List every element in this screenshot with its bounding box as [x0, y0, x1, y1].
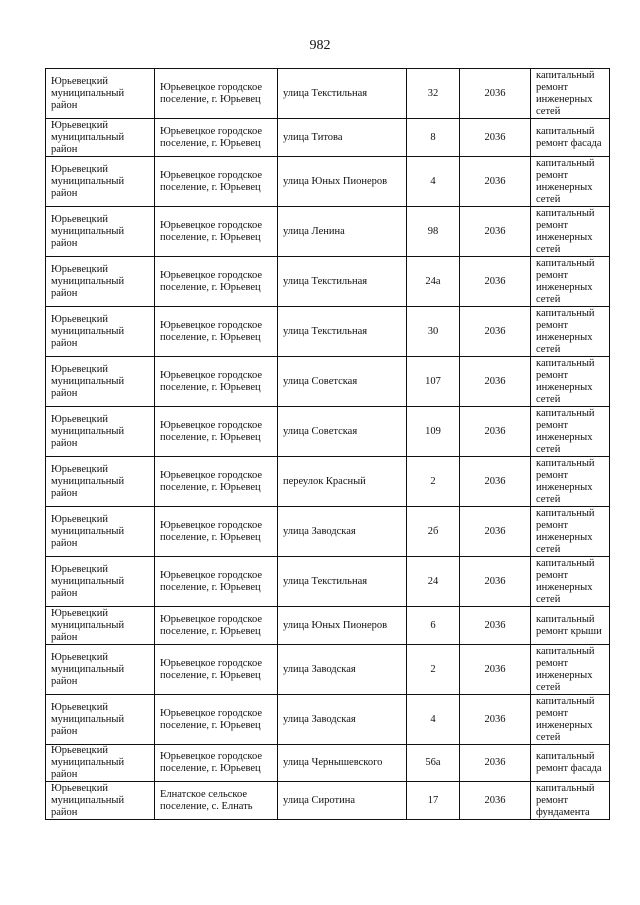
table-row	[46, 207, 610, 257]
table-row	[46, 69, 610, 119]
house-number-cell: 98	[407, 207, 460, 257]
table-row	[46, 695, 610, 745]
work-type-cell: капитальный ремонт инженерных сетей	[531, 507, 610, 557]
work-type-cell: капитальный ремонт инженерных сетей	[531, 645, 610, 695]
street-cell: улица Советская	[278, 357, 407, 407]
work-type-cell: капитальный ремонт фасада	[531, 119, 610, 157]
year-cell: 2036	[460, 407, 531, 457]
street-cell: улица Чернышевского	[278, 745, 407, 782]
street-cell: переулок Красный	[278, 457, 407, 507]
table-row	[46, 645, 610, 695]
year-cell: 2036	[460, 119, 531, 157]
settlement-cell: Юрьевецкое городское поселение, г. Юрьевец	[155, 695, 278, 745]
table-row	[46, 782, 610, 820]
year-cell: 2036	[460, 507, 531, 557]
settlement-cell: Юрьевецкое городское поселение, г. Юрьевец	[155, 207, 278, 257]
house-number-cell: 4	[407, 157, 460, 207]
work-type-cell: капитальный ремонт инженерных сетей	[531, 157, 610, 207]
settlement-cell: Юрьевецкое городское поселение, г. Юрьевец	[155, 745, 278, 782]
house-number-cell: 2	[407, 457, 460, 507]
table-row	[46, 457, 610, 507]
work-type-cell: капитальный ремонт инженерных сетей	[531, 695, 610, 745]
house-number-cell: 32	[407, 69, 460, 119]
settlement-cell: Юрьевецкое городское поселение, г. Юрьевец	[155, 407, 278, 457]
year-cell: 2036	[460, 257, 531, 307]
street-cell: улица Заводская	[278, 695, 407, 745]
year-cell: 2036	[460, 607, 531, 645]
work-type-cell: капитальный ремонт инженерных сетей	[531, 357, 610, 407]
settlement-cell: Юрьевецкое городское поселение, г. Юрьевец	[155, 507, 278, 557]
settlement-cell: Юрьевецкое городское поселение, г. Юрьевец	[155, 307, 278, 357]
work-type-cell: капитальный ремонт фасада	[531, 745, 610, 782]
street-cell: улица Сиротина	[278, 782, 407, 820]
street-cell: улица Заводская	[278, 507, 407, 557]
table-body	[46, 69, 610, 820]
district-cell: Юрьевецкий муниципальный район	[46, 69, 155, 119]
house-number-cell: 30	[407, 307, 460, 357]
district-cell: Юрьевецкий муниципальный район	[46, 407, 155, 457]
district-cell: Юрьевецкий муниципальный район	[46, 307, 155, 357]
page-number: 982	[309, 38, 331, 53]
district-cell: Юрьевецкий муниципальный район	[46, 257, 155, 307]
housing-repair-table	[45, 68, 610, 820]
table-row	[46, 607, 610, 645]
work-type-cell: капитальный ремонт крыши	[531, 607, 610, 645]
district-cell: Юрьевецкий муниципальный район	[46, 357, 155, 407]
street-cell: улица Юных Пионеров	[278, 157, 407, 207]
street-cell: улица Текстильная	[278, 69, 407, 119]
work-type-cell: капитальный ремонт фундамента	[531, 782, 610, 820]
table-row	[46, 307, 610, 357]
work-type-cell: капитальный ремонт инженерных сетей	[531, 307, 610, 357]
year-cell: 2036	[460, 745, 531, 782]
district-cell: Юрьевецкий муниципальный район	[46, 695, 155, 745]
house-number-cell: 56а	[407, 745, 460, 782]
street-cell: улица Текстильная	[278, 307, 407, 357]
street-cell: улица Заводская	[278, 645, 407, 695]
house-number-cell: 2	[407, 645, 460, 695]
district-cell: Юрьевецкий муниципальный район	[46, 607, 155, 645]
year-cell: 2036	[460, 307, 531, 357]
settlement-cell: Юрьевецкое городское поселение, г. Юрьевец	[155, 645, 278, 695]
work-type-cell: капитальный ремонт инженерных сетей	[531, 407, 610, 457]
settlement-cell: Юрьевецкое городское поселение, г. Юрьевец	[155, 557, 278, 607]
work-type-cell: капитальный ремонт инженерных сетей	[531, 457, 610, 507]
house-number-cell: 109	[407, 407, 460, 457]
year-cell: 2036	[460, 457, 531, 507]
settlement-cell: Елнатское сельское поселение, с. Елнать	[155, 782, 278, 820]
street-cell: улица Советская	[278, 407, 407, 457]
table-row	[46, 557, 610, 607]
year-cell: 2036	[460, 157, 531, 207]
street-cell: улица Титова	[278, 119, 407, 157]
district-cell: Юрьевецкий муниципальный район	[46, 207, 155, 257]
table-row	[46, 119, 610, 157]
settlement-cell: Юрьевецкое городское поселение, г. Юрьевец	[155, 357, 278, 407]
district-cell: Юрьевецкий муниципальный район	[46, 119, 155, 157]
settlement-cell: Юрьевецкое городское поселение, г. Юрьевец	[155, 257, 278, 307]
district-cell: Юрьевецкий муниципальный район	[46, 507, 155, 557]
house-number-cell: 2б	[407, 507, 460, 557]
settlement-cell: Юрьевецкое городское поселение, г. Юрьевец	[155, 607, 278, 645]
year-cell: 2036	[460, 207, 531, 257]
house-number-cell: 4	[407, 695, 460, 745]
work-type-cell: капитальный ремонт инженерных сетей	[531, 557, 610, 607]
year-cell: 2036	[460, 695, 531, 745]
house-number-cell: 8	[407, 119, 460, 157]
table-row	[46, 257, 610, 307]
house-number-cell: 17	[407, 782, 460, 820]
district-cell: Юрьевецкий муниципальный район	[46, 745, 155, 782]
street-cell: улица Текстильная	[278, 557, 407, 607]
work-type-cell: капитальный ремонт инженерных сетей	[531, 207, 610, 257]
house-number-cell: 107	[407, 357, 460, 407]
settlement-cell: Юрьевецкое городское поселение, г. Юрьевец	[155, 457, 278, 507]
table-row	[46, 157, 610, 207]
year-cell: 2036	[460, 782, 531, 820]
district-cell: Юрьевецкий муниципальный район	[46, 157, 155, 207]
table-row	[46, 507, 610, 557]
house-number-cell: 24а	[407, 257, 460, 307]
year-cell: 2036	[460, 645, 531, 695]
work-type-cell: капитальный ремонт инженерных сетей	[531, 69, 610, 119]
district-cell: Юрьевецкий муниципальный район	[46, 557, 155, 607]
street-cell: улица Текстильная	[278, 257, 407, 307]
table-row	[46, 357, 610, 407]
settlement-cell: Юрьевецкое городское поселение, г. Юрьевец	[155, 69, 278, 119]
table-row	[46, 745, 610, 782]
district-cell: Юрьевецкий муниципальный район	[46, 645, 155, 695]
year-cell: 2036	[460, 69, 531, 119]
street-cell: улица Юных Пионеров	[278, 607, 407, 645]
settlement-cell: Юрьевецкое городское поселение, г. Юрьевец	[155, 119, 278, 157]
table-row	[46, 407, 610, 457]
district-cell: Юрьевецкий муниципальный район	[46, 457, 155, 507]
settlement-cell: Юрьевецкое городское поселение, г. Юрьевец	[155, 157, 278, 207]
street-cell: улица Ленина	[278, 207, 407, 257]
house-number-cell: 6	[407, 607, 460, 645]
district-cell: Юрьевецкий муниципальный район	[46, 782, 155, 820]
work-type-cell: капитальный ремонт инженерных сетей	[531, 257, 610, 307]
year-cell: 2036	[460, 557, 531, 607]
house-number-cell: 24	[407, 557, 460, 607]
year-cell: 2036	[460, 357, 531, 407]
